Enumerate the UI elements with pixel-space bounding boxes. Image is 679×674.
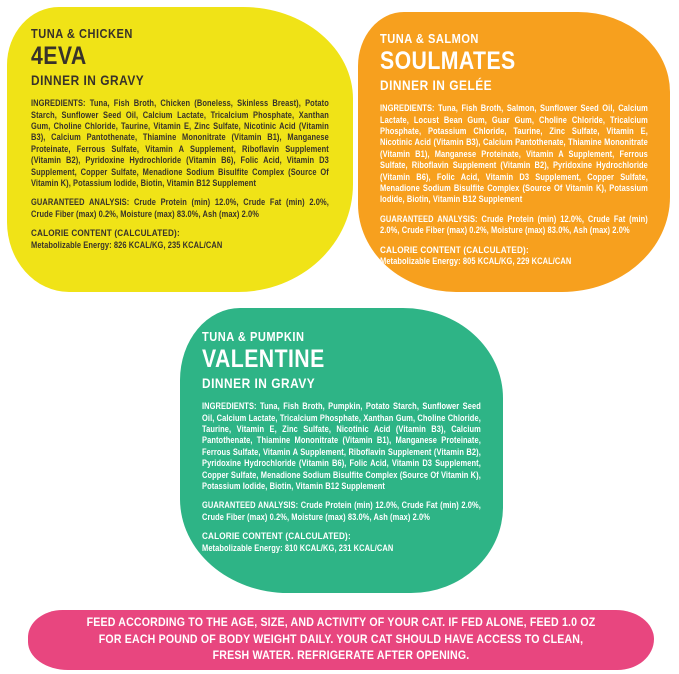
dinner-style-line: DINNER IN GRAVY	[202, 375, 316, 392]
ingredients-label: INGREDIENTS:	[31, 98, 90, 109]
feeding-instructions-banner	[28, 610, 654, 670]
label-card-soulmates	[358, 12, 670, 292]
ingredients-paragraph	[31, 98, 329, 189]
calorie-content-text: Metabolizable Energy: 826 KCAL/KG, 235 KCAL/CAN	[31, 239, 223, 250]
dinner-style-line: DINNER IN GRAVY	[31, 72, 145, 89]
ingredients-text: Tuna, Fish Broth, Salmon, Sunflower Seed Oil, Calcium Lactate, Locust Bean Gum, Guar Gum, Choline Chloride, Tricalcium Phosphate, Potassium Chloride, Taurine, Zinc Sulfate, Vitamin E, Nicotinic Acid (Vitamin B3), Calcium Pantothenate, Thiamine Mononitrate (Vitamin B1), Manganese Proteinate, Vitamin A Supplement, Ferrous Sulfate, Riboflavin Supplement (Vitamin B2), Pyridoxine Hydrochloride (Vitamin B6), Folic Acid, Vitamin D3 Supplement, Copper Sulfate, Menadione Sodium Bisulfite Complex (Source Of Vitamin K), Potassium Iodide, Biotin, Vitamin B12 Supplement	[380, 103, 648, 205]
guaranteed-analysis-paragraph	[380, 214, 648, 237]
guaranteed-analysis-text: Crude Protein (min) 12.0%, Crude Fat (min) 2.0%, Crude Fiber (max) 0.2%, Moisture (max) 83.0%, Ash (max) 2.0%	[31, 197, 329, 219]
ingredients-paragraph	[380, 103, 648, 206]
calorie-content-paragraph	[380, 245, 648, 268]
label-header	[202, 330, 481, 392]
calorie-content-label: CALORIE CONTENT (CALCULATED):	[380, 244, 529, 256]
label-card-content	[202, 330, 481, 554]
guaranteed-analysis-text: Crude Protein (min) 12.0%, Crude Fat (min) 2.0%, Crude Fiber (max) 0.2%, Moisture (max) 83.0%, Ash (max) 2.0%	[380, 213, 648, 236]
ingredients-paragraph	[202, 401, 481, 492]
flavor-line: TUNA & PUMPKIN	[202, 329, 305, 344]
flavor-line: TUNA & CHICKEN	[31, 26, 133, 41]
guaranteed-analysis-label: GUARANTEED ANALYSIS:	[380, 213, 482, 224]
calorie-content-text: Metabolizable Energy: 805 KCAL/KG, 229 KCAL/CAN	[380, 256, 572, 267]
label-card-content	[31, 27, 329, 251]
label-header	[380, 32, 648, 94]
ingredients-label: INGREDIENTS:	[202, 401, 260, 412]
product-name: VALENTINE	[202, 344, 325, 373]
label-card-valentine	[180, 308, 503, 593]
calorie-content-paragraph	[202, 531, 481, 554]
label-card-content	[380, 32, 648, 268]
guaranteed-analysis-paragraph	[202, 500, 481, 523]
dinner-style-line: DINNER IN GELÉE	[380, 77, 493, 94]
flavor-line: TUNA & SALMON	[380, 31, 479, 46]
calorie-content-label: CALORIE CONTENT (CALCULATED):	[31, 228, 180, 240]
calorie-content-label: CALORIE CONTENT (CALCULATED):	[202, 531, 351, 543]
guaranteed-analysis-label: GUARANTEED ANALYSIS:	[202, 500, 301, 511]
guaranteed-analysis-label: GUARANTEED ANALYSIS:	[31, 197, 134, 208]
guaranteed-analysis-text: Crude Protein (min) 12.0%, Crude Fat (min) 2.0%, Crude Fiber (max) 0.2%, Moisture (max) 83.0%, Ash (max) 2.0%	[202, 500, 481, 522]
label-card-4eva	[7, 7, 353, 292]
label-header	[31, 27, 329, 89]
guaranteed-analysis-paragraph	[31, 197, 329, 220]
feeding-instructions-text: FEED ACCORDING TO THE AGE, SIZE, AND ACTIVITY OF YOUR CAT. IF FED ALONE, FEED 1.0 OZ FOR EACH POUND OF BODY WEIGHT DAILY. YOUR CAT SHOULD HAVE ACCESS TO CLEAN, FRESH WATER. REFRIGERATE AFTER OPENING.	[86, 617, 596, 663]
calorie-content-paragraph	[31, 228, 329, 251]
ingredients-text: Tuna, Fish Broth, Pumpkin, Potato Starch, Sunflower Seed Oil, Calcium Lactate, Tricalcium Phosphate, Xanthan Gum, Choline Chloride, Taurine, Vitamin E, Zinc Sulfate, Nicotinic Acid (Vitamin B3), Calcium Pantothenate, Thiamine Mononitrate (Vitamin B1), Manganese Proteinate, Ferrous Sulfate, Vitamin A Supplement, Riboflavin Supplement (Vitamin B2), Pyridoxine Hydrochloride (Vitamin B6), Folic Acid, Vitamin D3 Supplement, Copper Sulfate, Menadione Sodium Bisulfite Complex (Source Of Vitamin K), Potassium Iodide, Biotin, Vitamin B12 Supplement	[202, 401, 481, 492]
calorie-content-text: Metabolizable Energy: 810 KCAL/KG, 231 KCAL/CAN	[202, 542, 394, 553]
ingredients-text: Tuna, Fish Broth, Chicken (Boneless, Skinless Breast), Potato Starch, Sunflower Seed Oil, Calcium Lactate, Tricalcium Phosphate, Xanthan Gum, Choline Chloride, Taurine, Vitamin E, Zinc Sulfate, Nicotinic Acid (Vitamin B3), Calcium Pantothenate, Thiamine Mononitrate (Vitamin B1), Manganese Proteinate, Ferrous Sulfate, Vitamin A Supplement, Riboflavin Supplement (Vitamin B2), Pyridoxine Hydrochloride (Vitamin B6), Folic Acid, Vitamin D3 Supplement, Copper Sulfate, Menadione Sodium Bisulfite Complex (Source Of Vitamin K), Potassium Iodide, Biotin, Vitamin B12 Supplement	[31, 98, 329, 189]
product-name: 4EVA	[31, 41, 87, 70]
ingredients-label: INGREDIENTS:	[380, 103, 439, 114]
product-name: SOULMATES	[380, 46, 516, 75]
